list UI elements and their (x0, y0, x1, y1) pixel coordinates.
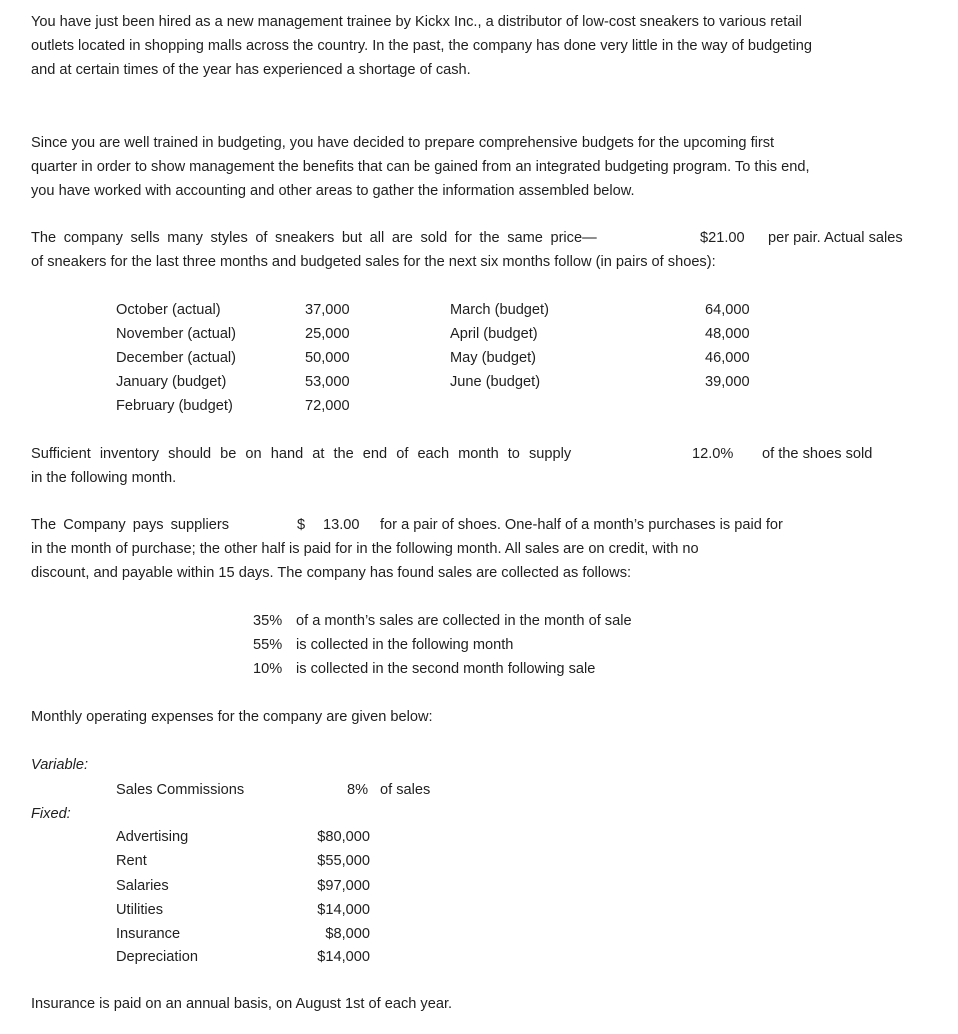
fixed-expense-name: Advertising (116, 829, 189, 845)
variable-expense-basis: of sales (380, 782, 431, 798)
budget-paragraph (31, 133, 931, 202)
sales-pairs: 25,000 (305, 326, 350, 342)
suppliers-amount: 13.00 (323, 517, 360, 533)
price-text-pre: The company sells many styles of sneakers but all are sold for the same price— (31, 230, 597, 246)
suppliers-text-line3: discount, and payable within 15 days. The company has found sales are collected as follows: (31, 565, 632, 581)
price-text-post: per pair. Actual sales (768, 230, 903, 246)
budget-line: Since you are well trained in budgeting, you have decided to prepare comprehensive budgets for the upcoming first (31, 135, 775, 151)
sales-pairs: 46,000 (705, 350, 750, 366)
variable-expense-pct: 8% (347, 782, 369, 798)
intro-line: You have just been hired as a new management trainee by Kickx Inc., a distributor of low-cost sneakers to various retail (31, 14, 802, 30)
budget-line: quarter in order to show management the benefits that can be gained from an integrated budgeting program. To this end, (31, 159, 810, 175)
sales-month: April (budget) (450, 326, 538, 342)
variable-expense-name: Sales Commissions (116, 782, 245, 798)
fixed-expense-amount: $55,000 (317, 853, 370, 869)
collection-pct: 35% (253, 613, 283, 629)
sales-pairs: 50,000 (305, 350, 350, 366)
collection-pct: 55% (253, 637, 283, 653)
fixed-expense-name: Rent (116, 853, 147, 869)
fixed-expense-name: Depreciation (116, 949, 198, 965)
intro-line: and at certain times of the year has experienced a shortage of cash. (31, 62, 471, 78)
inventory-text-pre: Sufficient inventory should be on hand at the end of each month to supply (31, 446, 572, 462)
expenses-intro: Monthly operating expenses for the company are given below: (31, 709, 433, 725)
suppliers-text-line2: in the month of purchase; the other half is paid for in the following month. All sales are on credit, with no (31, 541, 699, 557)
collection-text: is collected in the second month following sale (296, 661, 596, 677)
sales-pairs: 53,000 (305, 374, 350, 390)
insurance-note: Insurance is paid on an annual basis, on August 1st of each year. (31, 996, 453, 1012)
fixed-expense-name: Salaries (116, 878, 169, 894)
price-text-line2: of sneakers for the last three months and budgeted sales for the next six months follow (in pairs of shoes): (31, 254, 716, 270)
sales-pairs: 39,000 (705, 374, 750, 390)
sales-month: January (budget) (116, 374, 227, 390)
collection-text: is collected in the following month (296, 637, 514, 653)
fixed-expense-name: Utilities (116, 902, 164, 918)
fixed-expense-amount: $80,000 (317, 829, 370, 845)
fixed-label: Fixed: (31, 806, 71, 822)
collection-text: of a month’s sales are collected in the month of sale (296, 613, 632, 629)
sales-pairs: 48,000 (705, 326, 750, 342)
sales-pairs: 72,000 (305, 398, 350, 414)
sales-month: February (budget) (116, 398, 233, 414)
sales-month: June (budget) (450, 374, 541, 390)
sales-month: March (budget) (450, 302, 549, 318)
inventory-pct: 12.0% (692, 446, 734, 462)
intro-line: outlets located in shopping malls across the country. In the past, the company has done very little in the way of budgeting (31, 38, 812, 54)
intro-paragraph (31, 12, 931, 81)
sales-month: May (budget) (450, 350, 536, 366)
fixed-expense-amount: $8,000 (325, 926, 370, 942)
suppliers-dollar: $ (297, 517, 306, 533)
sales-pairs: 64,000 (705, 302, 750, 318)
sales-month: October (actual) (116, 302, 221, 318)
price-amount: $21.00 (700, 230, 745, 246)
sales-pairs: 37,000 (305, 302, 350, 318)
sales-month: November (actual) (116, 326, 237, 342)
fixed-expense-name: Insurance (116, 926, 181, 942)
variable-label: Variable: (31, 757, 89, 773)
collection-pct: 10% (253, 661, 283, 677)
suppliers-text-post: for a pair of shoes. One-half of a month’s purchases is paid for (380, 517, 783, 533)
inventory-text-line2: in the following month. (31, 470, 177, 486)
fixed-expense-amount: $97,000 (317, 878, 370, 894)
sales-month: December (actual) (116, 350, 237, 366)
inventory-text-post: of the shoes sold (762, 446, 873, 462)
suppliers-text-pre: The Company pays suppliers (31, 517, 229, 533)
fixed-expense-amount: $14,000 (317, 902, 370, 918)
budget-line: you have worked with accounting and other areas to gather the information assembled below. (31, 183, 635, 199)
fixed-expense-amount: $14,000 (317, 949, 370, 965)
